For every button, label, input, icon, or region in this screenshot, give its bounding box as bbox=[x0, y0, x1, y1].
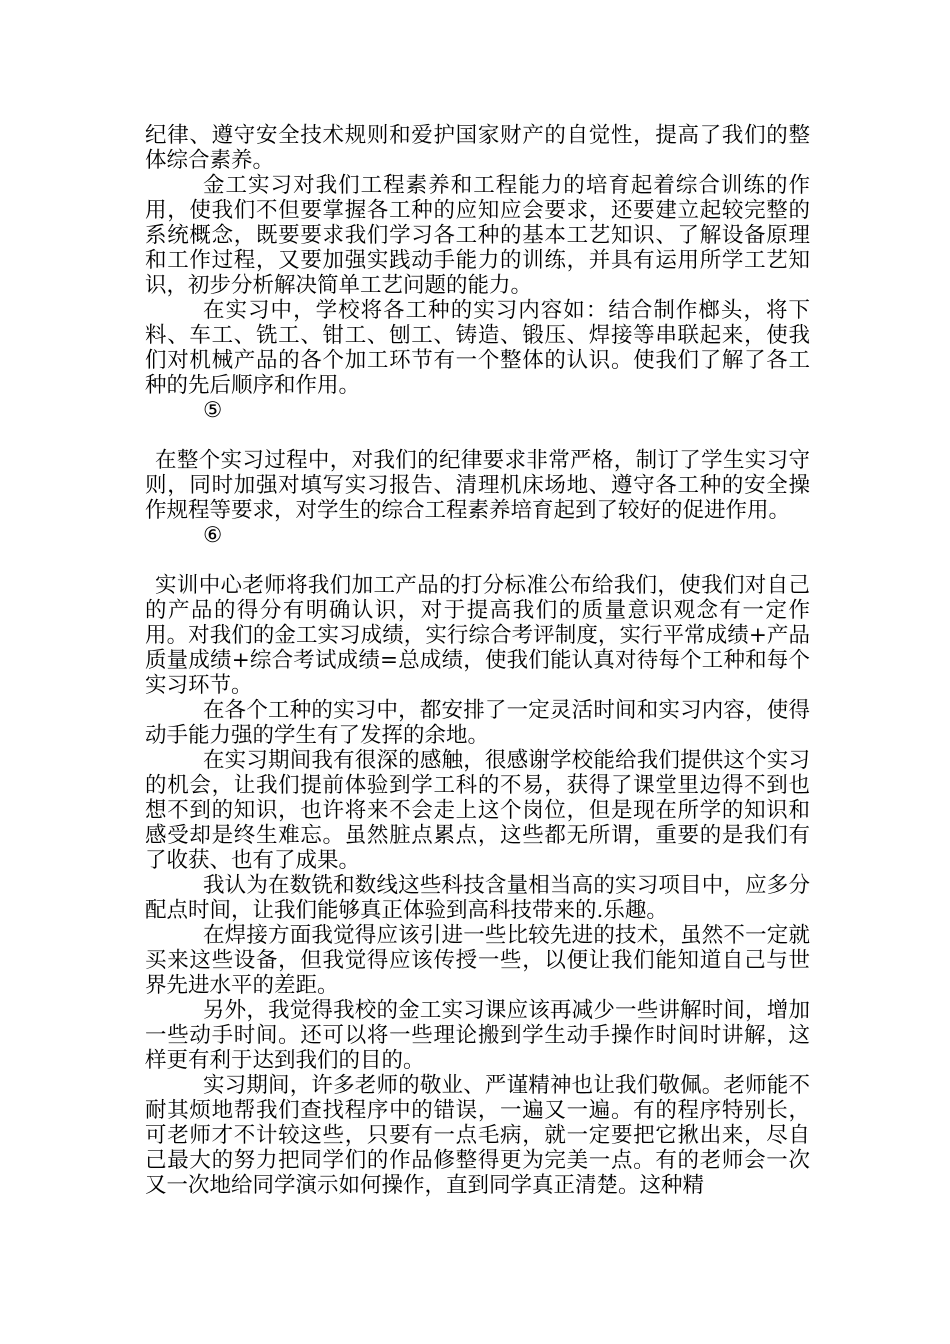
paragraph-welding-suggestion: 在焊接方面我觉得应该引进一些比较先进的技术，虽然不一定就买来这些设备，但我觉得应该传授一些，以便让我们能知道自己与世界先进水平的差距。 bbox=[145, 923, 810, 998]
paragraph-discipline: 纪律、遵守安全技术规则和爱护国家财产的自觉性，提高了我们的整体综合素养。 bbox=[145, 123, 810, 173]
paragraph-course-suggestion: 另外，我觉得我校的金工实习课应该再减少一些讲解时间，增加一些动手时间。还可以将一些理论搬到学生动手操作时间时讲解，这样更有利于达到我们的目的。 bbox=[145, 998, 810, 1073]
blank-line bbox=[145, 423, 810, 448]
paragraph-internship-content: 在实习中，学校将各工种的实习内容如：结合制作榔头，将下料、车工、铣工、钳工、刨工、铸造、锻压、焊接等串联起来，使我们对机械产品的各个加工环节有一个整体的认识。使我们了解了各工种的先后顺序和作用。 bbox=[145, 298, 810, 398]
paragraph-reflections: 在实习期间我有很深的感触，很感谢学校能给我们提供这个实习的机会，让我们提前体验到学工科的不易，获得了课堂里边得不到也想不到的知识，也许将来不会走上这个岗位，但是现在所学的知识和感受却是终生难忘。虽然脏点累点，这些都无所谓，重要的是我们有了收获、也有了成果。 bbox=[145, 748, 810, 873]
paragraph-flexible-time: 在各个工种的实习中，都安排了一定灵活时间和实习内容，使得动手能力强的学生有了发挥的余地。 bbox=[145, 698, 810, 748]
paragraph-scoring-standards: 实训中心老师将我们加工产品的打分标准公布给我们，使我们对自己的产品的得分有明确认识，对于提高我们的质量意识观念有一定作用。对我们的金工实习成绩，实行综合考评制度，实行平常成绩+产品质量成绩+综合考试成绩=总成绩，使我们能认真对待每个工种和每个实习环节。 bbox=[145, 573, 810, 698]
section-marker-5: ⑤ bbox=[203, 398, 223, 423]
document-body bbox=[145, 123, 810, 1198]
paragraph-teacher-praise: 实习期间，许多老师的敬业、严谨精神也让我们敬佩。老师能不耐其烦地帮我们查找程序中的错误，一遍又一遍。有的程序特别长，可老师才不计较这些，只要有一点毛病，就一定要把它揪出来，尽自己最大的努力把同学们的作品修整得更为完美一点。有的老师会一次又一次地给同学演示如何操作，直到同学真正清楚。这种精 bbox=[145, 1073, 810, 1198]
paragraph-strict-rules: 在整个实习过程中，对我们的纪律要求非常严格，制订了学生实习守则，同时加强对填写实习报告、清理机床场地、遵守各工种的安全操作规程等要求，对学生的综合工程素养培育起到了较好的促进作用。 bbox=[145, 448, 810, 523]
paragraph-training-role: 金工实习对我们工程素养和工程能力的培育起着综合训练的作用，使我们不但要掌握各工种的应知应会要求，还要建立起较完整的系统概念，既要要求我们学习各工种的基本工艺知识、了解设备原理和工作过程，又要加强实践动手能力的训练，并具有运用所学工艺知识，初步分析解决简单工艺问题的能力。 bbox=[145, 173, 810, 298]
section-marker-6: ⑥ bbox=[203, 523, 223, 548]
paragraph-cnc-suggestion: 我认为在数铣和数线这些科技含量相当高的实习项目中，应多分配点时间，让我们能够真正体验到高科技带来的.乐趣。 bbox=[145, 873, 810, 923]
blank-line bbox=[145, 548, 810, 573]
